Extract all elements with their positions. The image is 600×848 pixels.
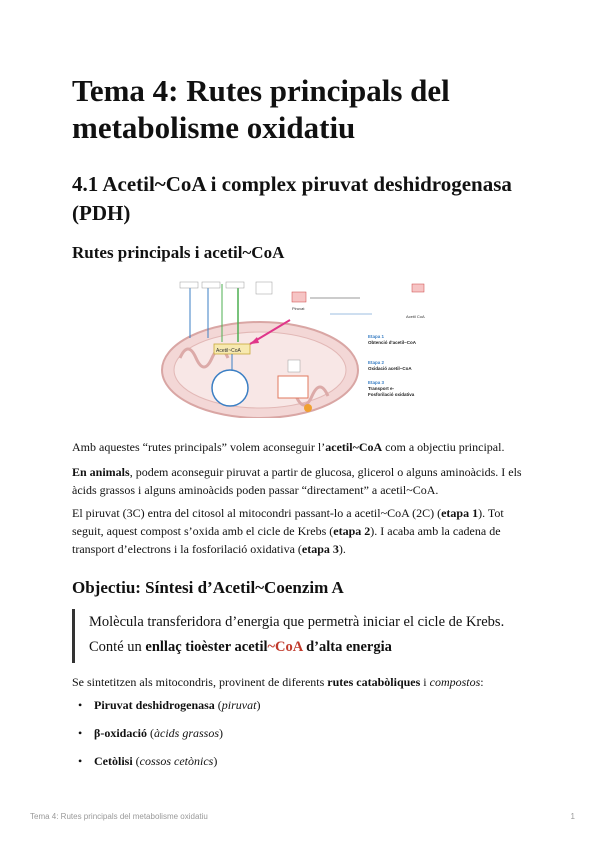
para3-etapa3: etapa 3 (301, 542, 339, 556)
para3-text-c: ). Tot seguit, aquest compost s’oxida amb el cicle de Krebs ( (72, 506, 504, 538)
list-item: • β-oxidació (àcids grassos) (78, 726, 224, 740)
page-number: 1 (570, 812, 575, 821)
para4-text-c: i (420, 675, 430, 689)
quote-line-2 (89, 636, 392, 658)
para2-bold-animals: En animals (72, 465, 130, 479)
para3-text-e: ). I acaba amb la cadena de transport d’electrons i la fosforilació oxidativa ( (72, 524, 501, 556)
quote-red-coa: ~CoA (267, 639, 303, 655)
bullet-icon: • (78, 698, 83, 712)
list-item-italic: piruvat (221, 698, 257, 712)
stage2-text: Oxidació acetil~CoA (368, 366, 412, 371)
section-heading: 4.1 Acetil~CoA i complex piruvat deshidrogenasa (PDH) (72, 172, 512, 225)
page-title: Tema 4: Rutes principals del metabolisme oxidatiu (72, 73, 450, 145)
para4-colon: : (480, 675, 484, 689)
mitochondrion-inner (174, 332, 346, 408)
stage2-label: Etapa 2 (368, 360, 385, 365)
page-footer (30, 812, 575, 826)
para3-etapa2: etapa 2 (333, 524, 371, 538)
para2-text: , podem aconseguir piruvat a partir de glucosa, glicerol o alguns aminoàcids. I els àcids grassos i alguns aminoàcids poden passar “directament” a acetil~CoA. (72, 465, 522, 497)
footer-title: Tema 4: Rutes principals del metabolisme oxidatiu (30, 812, 208, 821)
acetyl-structure (412, 284, 424, 292)
bullet-icon: • (78, 754, 83, 768)
acetylcoa-structure-label: Acetil CoA (406, 314, 425, 319)
pyruvate-structure (292, 292, 306, 302)
list-item-italic: cossos cetònics (139, 754, 214, 768)
para4-text-a: Se sintetitzen als mitocondris, provinent de diferents (72, 675, 328, 689)
para4-bold-routes: rutes catabòliques (327, 675, 421, 689)
stage3-label: Etapa 3 (368, 380, 385, 385)
stage1-text: Obtenció d'acetil~CoA (368, 340, 416, 345)
stage1-label: Etapa 1 (368, 334, 385, 339)
quote-bold-thioester: enllaç tioèster acetil (145, 639, 268, 655)
list-item-bold: β-oxidació (94, 726, 147, 740)
krebs-cycle (212, 370, 248, 406)
list-item-bold: Cetòlisi (94, 754, 133, 768)
subsection-heading-rutes: Rutes principals i acetil~CoA (72, 243, 285, 262)
list-item-italic: àcids grassos (154, 726, 220, 740)
pathway-list (72, 696, 532, 780)
para4-italic-compounds: compostos (429, 675, 481, 689)
stage3-text: Transport e- (368, 386, 395, 391)
para3-text-g: ). (338, 542, 346, 556)
list-item: • Cetòlisi (cossos cetònics) (78, 754, 218, 768)
pathway-box-3 (226, 282, 244, 288)
quote-text: Conté un (89, 639, 146, 655)
paragraph-synthesis (72, 673, 532, 691)
metabolism-diagram (160, 278, 442, 418)
quote-line-1: Molècula transferidora d’energia que permetrà iniciar el cicle de Krebs. (89, 614, 505, 630)
para1-text-a: Amb aquestes “rutes principals” volem aconseguir l’ (72, 440, 326, 454)
para3-text-a: El piruvat (3C) entra del citosol al mitocondri passant-lo a acetil~CoA (2C) ( (72, 506, 442, 520)
acetylcoa-label: Acetil~CoA (216, 348, 241, 354)
pathway-box-2 (202, 282, 220, 288)
pathway-box-4 (256, 282, 272, 294)
pathway-box-1 (180, 282, 198, 288)
subsection-heading-objectiu: Objectiu: Síntesi d’Acetil~Coenzim A (72, 578, 344, 597)
stage3-text-2: Fosforilació oxidativa (368, 392, 415, 397)
quote-bold-energy: d’alta energia (302, 639, 392, 655)
bullet-icon: • (78, 726, 83, 740)
paragraph-stages (72, 504, 532, 558)
para1-bold-acetylcoa: acetil~CoA (325, 440, 383, 454)
paragraph-objective (72, 438, 532, 456)
para1-text-c: com a objectiu principal. (382, 440, 505, 454)
pyruvate-label: Piruvat (292, 306, 305, 311)
electron-transport-box (278, 376, 308, 398)
paragraph-animals (72, 463, 532, 499)
para3-etapa1: etapa 1 (441, 506, 479, 520)
metabolism-figure (160, 278, 442, 418)
list-item: • Piruvat deshidrogenasa (piruvat) (78, 698, 261, 712)
list-item-bold: Piruvat deshidrogenasa (94, 698, 215, 712)
blockquote (72, 609, 535, 663)
atp-synthase (304, 404, 312, 412)
nadh-box (288, 360, 300, 372)
